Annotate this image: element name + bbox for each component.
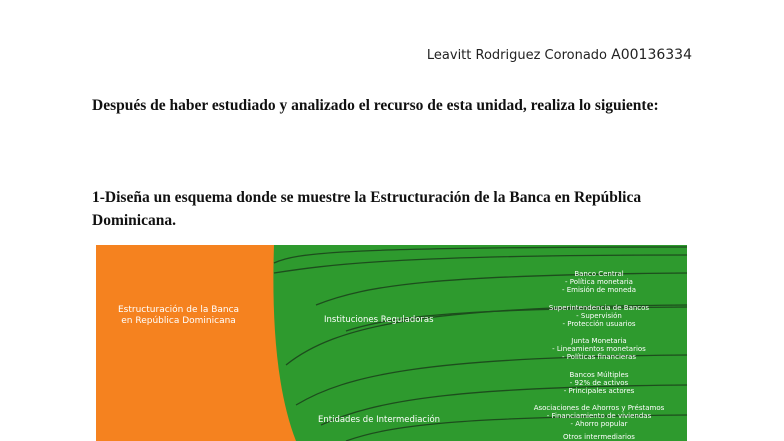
- author-line: [427, 47, 692, 63]
- root-label-line1: Estructuración de la Banca: [118, 305, 240, 315]
- leaf-item: - Protección usuarios: [562, 320, 636, 329]
- root-node-label: [118, 305, 239, 327]
- root-node-shape: [96, 245, 296, 441]
- leaf-item: - Política monetaria: [565, 278, 633, 287]
- instruction-intro: Después de haber estudiado y analizado el recurso de esta unidad, realiza lo siguiente:: [92, 97, 659, 114]
- banking-structure-diagram: [96, 245, 687, 441]
- student-id: A00136334: [611, 47, 692, 63]
- leaf-superintendencia: [504, 304, 687, 329]
- leaf-title: Bancos Múltiples: [569, 371, 629, 379]
- branch-label-regulators: Instituciones Reguladoras: [324, 315, 434, 325]
- leaf-item: - 92% de activos: [569, 379, 629, 388]
- leaf-otros-intermediarios: [504, 433, 687, 441]
- instruction-task: 1-Diseña un esquema donde se muestre la Estructuración de la Banca en República Dominicana.: [92, 189, 642, 229]
- leaf-item: - Ahorro popular: [570, 420, 628, 429]
- leaf-item: - Emisión de moneda: [561, 286, 637, 295]
- leaf-item: - Principales actores: [563, 387, 635, 396]
- leaf-title: Banco Central: [574, 270, 624, 278]
- leaf-item: - Políticas financieras: [561, 353, 637, 362]
- root-label-line2: en República Dominicana: [121, 316, 236, 326]
- leaf-item: - Financiamiento de viviendas: [546, 412, 652, 421]
- author-name: Leavitt Rodriguez Coronado: [426, 48, 608, 63]
- leaf-item: - Supervisión: [576, 312, 622, 321]
- leaf-item: - Lineamientos monetarios: [552, 345, 646, 354]
- leaf-junta-monetaria: [504, 337, 687, 362]
- leaf-bancos-multiples: [504, 371, 687, 396]
- leaf-banco-central: [504, 270, 687, 295]
- leaf-title: Asociaciones de Ahorros y Préstamos: [533, 404, 665, 412]
- leaf-asociaciones: [504, 404, 687, 429]
- leaf-title: Junta Monetaria: [571, 337, 627, 345]
- leaf-title: Superintendencia de Bancos: [548, 304, 650, 312]
- branch-label-intermediation: Entidades de Intermediación: [318, 415, 441, 425]
- leaf-title: Otros intermediarios: [563, 433, 635, 441]
